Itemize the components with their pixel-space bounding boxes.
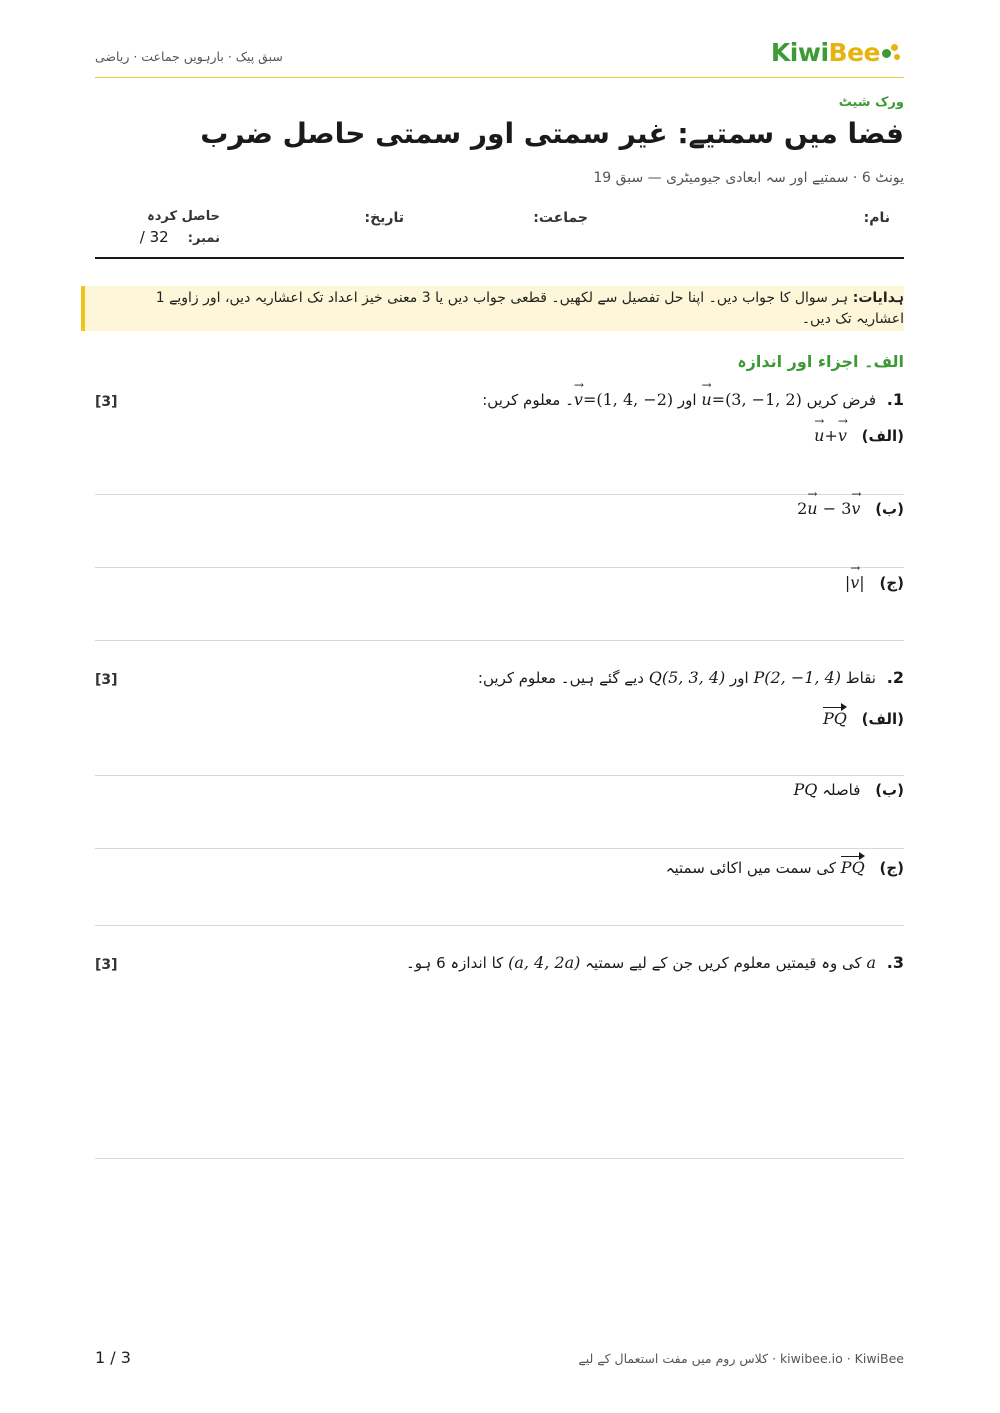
class-field[interactable]: جماعت: <box>533 210 588 226</box>
question-2-part-a: (الف) PQ <box>823 706 904 728</box>
question-1-part-b: (ب) 2→ u − 3→ v <box>797 499 904 518</box>
page-number: 3 / 1 <box>95 1348 131 1367</box>
question-2: 2. نقاط P(2, −1, 4) اور Q(5, 3, 4) دیے گئے ہیں۔ معلوم کریں: <box>477 668 904 687</box>
question-2-part-b: (ب) فاصلہ PQ <box>793 780 904 799</box>
instructions-text: ہر سوال کا جواب دیں۔ اپنا حل تفصیل سے لکھیں۔ قطعی جواب دیں یا 3 معنی خیز اعداد تک اعشاریہ دیں، اور زاویے 1 اعشاریہ تک دیں۔ <box>155 290 904 327</box>
student-info-row <box>95 207 904 259</box>
header-meta: سبق پیک · بارہویں جماعت · ریاضی <box>95 49 283 64</box>
answer-line[interactable] <box>95 640 904 641</box>
section-heading: الف۔ اجزاء اور اندازہ <box>737 352 904 371</box>
logo-dots-icon <box>882 44 904 64</box>
answer-line[interactable] <box>95 775 904 776</box>
question-3-marks: [3] <box>95 957 118 973</box>
page-header <box>95 36 904 78</box>
answer-line[interactable] <box>95 925 904 926</box>
question-1-marks: [3] <box>95 394 118 410</box>
answer-line[interactable] <box>95 1158 904 1159</box>
question-1-part-a: (الف) → u+→ v <box>814 426 904 445</box>
question-2-marks: [3] <box>95 672 118 688</box>
question-1-part-c: (ج) |→ v| <box>845 573 904 592</box>
answer-line[interactable] <box>95 567 904 568</box>
question-1: 1. فرض کریں → u=(3, −1, 2) اور → v=(1, 4, −2)۔ معلوم کریں: <box>482 390 904 409</box>
score-box <box>135 209 220 246</box>
question-3: 3. a کی وہ قیمتیں معلوم کریں جن کے لیے سمتیہ (a, 4, 2a) کا اندازہ 6 ہو۔ <box>405 953 904 972</box>
kiwibee-logo <box>771 38 904 67</box>
logo-kiwi-text: Kiwi <box>770 38 829 67</box>
answer-line[interactable] <box>95 494 904 495</box>
score-value[interactable]: نمبر: / 32 <box>139 228 220 246</box>
date-field[interactable]: تاریخ: <box>364 210 404 226</box>
instructions-callout <box>81 286 904 331</box>
question-2-part-c: (ج) PQ کی سمت میں اکائی سمتیہ <box>666 855 904 877</box>
score-label: حاصل کردہ <box>147 209 220 224</box>
answer-line[interactable] <box>95 848 904 849</box>
page-subtitle: یونٹ 6 · سمتیے اور سہ ابعادی جیومیٹری — سبق 19 <box>593 170 904 186</box>
footer-credit: kiwibee.io · KiwiBee · کلاس روم میں مفت استعمال کے لیے <box>578 1351 904 1366</box>
worksheet-kicker: ورک شیٹ <box>838 95 904 110</box>
logo-bee-text: Bee <box>828 38 880 67</box>
name-field[interactable]: نام: <box>863 210 890 226</box>
page-title: فضا میں سمتیے: غیر سمتی اور سمتی حاصل ضرب <box>200 117 904 150</box>
instructions-label: ہدایات: <box>852 290 904 306</box>
